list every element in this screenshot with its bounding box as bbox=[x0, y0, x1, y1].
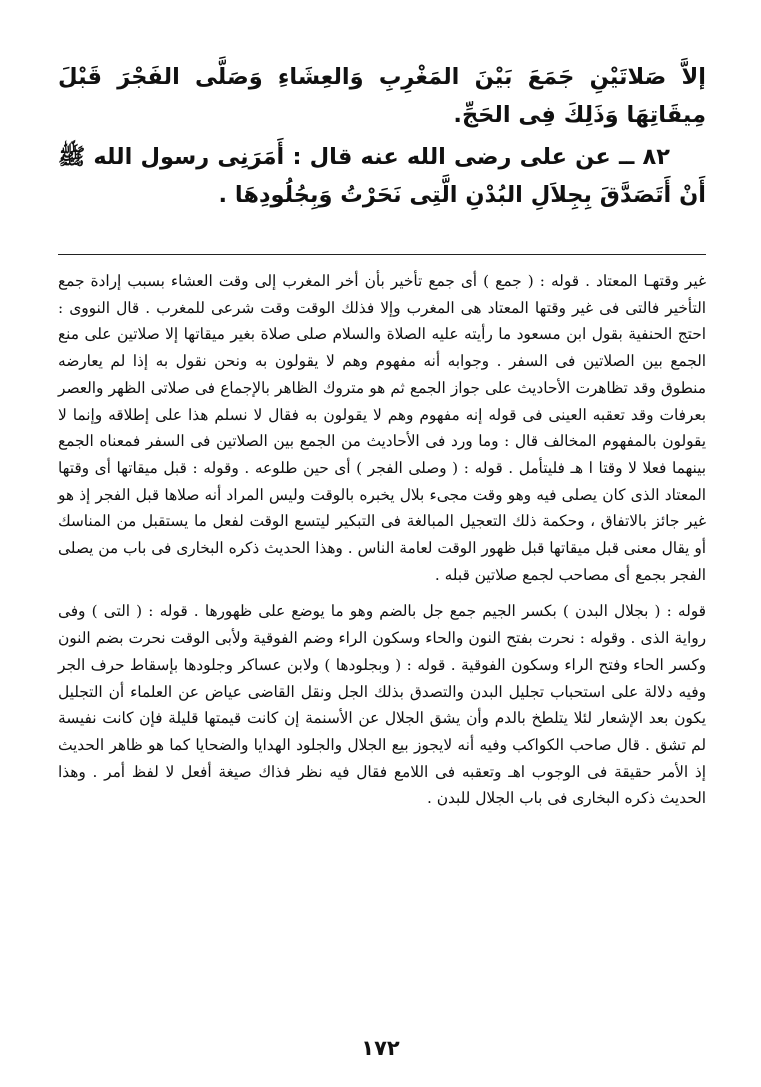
commentary-paragraph-2: قوله : ( بجلال البدن ) بكسر الجيم جمع جل بالضم وهو ما يوضع على ظهورها . قوله : ( التى ) وفى رواية الذى . وقوله : نحرت بفتح النون والحاء وسكون الراء وضم الفوقية ولأبى الوقت نحرت بضم النون وكسر الحاء وفتح الراء وسكون الفوقية . قوله : ( وبجلودها ) ولابن عساكر وجلودها بإسقاط حرف الجر وفيه دلالة على استحباب تجليل البدن والتصدق بذلك الجل ونقل القاضى عياض عن العلماء أن التجليل يكون بعد الإشعار لئلا يتلطخ بالدم وأن يشق الجلال عن الأسنمة إن كانت قيمتها قليلة فإن كانت نفيسة لم تشق . قال صاحب الكواكب وفيه أنه لايجوز بيع الجلال والجلود الهدايا والضحايا كما هو ظاهر الحديث إذ الأمر حقيقة فى الوجوب اهـ وتعقبه فى اللامع فقال فيه نظر فذاك صيغة أفعل لا لفظ أمر . وهذا الحديث ذكره البخارى فى باب الجلال للبدن . bbox=[58, 602, 706, 808]
hadith-82: ٨٢ ــ عن على رضى الله عنه قال : أَمَرَنِى رسول الله ﷺ أَنْ أَتَصَدَّقَ بِجِلاَلِ البُدْنِ الَّتِى نَحَرْتُ وَبِجُلُودِهَا . bbox=[58, 144, 706, 208]
commentary bbox=[58, 268, 706, 812]
footnote-divider bbox=[58, 254, 706, 255]
page-number: ١٧٢ bbox=[361, 1036, 400, 1060]
hadith-continuation: إلاَّ صَلاتَيْنِ جَمَعَ بَيْنَ المَغْرِبِ وَالعِشَاءِ وَصَلَّى الفَجْرَ قَبْلَ مِيقَاتِهَا وَذَلِكَ فِى الحَجِّ. bbox=[58, 64, 706, 128]
commentary-paragraph-1: غير وقتهـا المعتاد . قوله : ( جمع ) أى جمع تأخير بأن أخر المغرب إلى وقت العشاء بسبب إرادة جمع التأخير فالتى فى غير وقتها المعتاد هى المغرب وإلا فذلك الوقت وقت شرعى للمغرب . قال النووى : احتج الحنفية بقول ابن مسعود ما رأيته عليه الصلاة والسلام صلى صلاة بغير ميقاتها إلا صلاتين على منع الجمع بين الصلاتين فى السفر . وجوابه أنه مفهوم وهم لا يقولون به ونحن نقول به إذا لم يعارضه منطوق وقد تظاهرت الأحاديث على جواز الجمع ثم هو متروك الظاهر بالإجماع فى صلاتى الظهر والعصر بعرفات وقد تعقبه العينى فى قوله إنه مفهوم وهم لا يقولون به فقال لا نسلم هذا على إطلاقه وإنما لا يقولون بالمفهوم المخالف قال : وما ورد فى الأحاديث من الجمع بين الصلاتين فى السفر فمعناه الجمع بينهما فعلا لا وقتا ا هـ فليتأمل . قوله : ( وصلى الفجر ) أى حين طلوعه . وقوله : قبل ميقاتها أى وقتها المعتاد الذى كان يصلى فيه وهو وقت مجىء بلال يخبره بالوقت وليس المراد أنه صلاها قبل الفجر إذ هو غير جائز بالاتفاق ، وحكمة ذلك التعجيل المبالغة فى التبكير ليتسع الوقت لفعل ما يستقبل من المناسك أو يقال معنى قبل ميقاتها قبل ظهور الوقت لعامة الناس . وهذا الحديث ذكره البخارى فى باب من يصلى الفجر بجمع أى مصاحب لجمع صلاتين قبله . bbox=[58, 272, 706, 584]
main-text bbox=[58, 58, 706, 214]
